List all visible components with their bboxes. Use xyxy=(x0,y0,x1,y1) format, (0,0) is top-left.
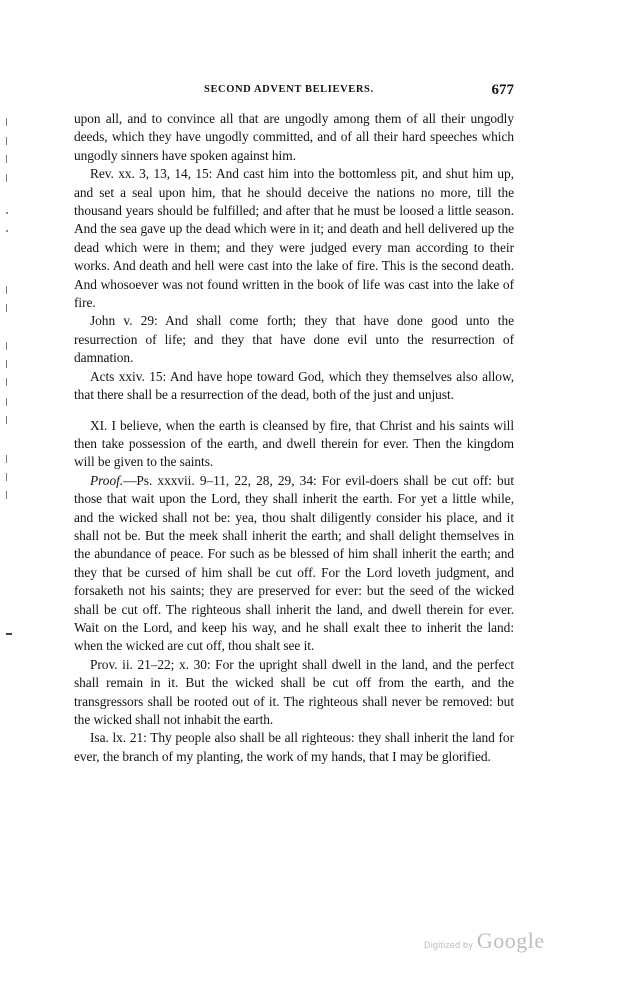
page-number: 677 xyxy=(491,82,514,98)
scripture-reference: Prov. ii. 21–22; x. 30: xyxy=(90,656,211,672)
margin-mark xyxy=(6,342,7,350)
running-title: SECOND ADVENT BELIEVERS. xyxy=(204,84,374,95)
margin-mark xyxy=(6,155,7,163)
scripture-reference: Rev. xx. 3, 13, 14, 15: xyxy=(90,166,213,182)
margin-mark xyxy=(6,212,8,214)
paragraph-text: Thy people also shall be all righteous: they shall inherit the land for ever, the branch of my planting, the work of my hands, that I may be glorified. xyxy=(74,730,514,764)
watermark-prefix: Digitized by xyxy=(424,940,473,950)
page-body xyxy=(74,110,514,766)
margin-mark xyxy=(6,304,7,312)
margin-mark xyxy=(6,398,7,406)
paragraph-text: XI. I believe, when the earth is cleansed by fire, that Christ and his saints will then take possession of the earth, and dwell therein for ever. Then the kingdom will be given to the saints. xyxy=(74,417,514,470)
margin-mark xyxy=(6,174,7,182)
paragraph xyxy=(74,729,514,766)
paragraph-text: For the upright shall dwell in the land, and the perfect shall remain in it. But the wicked shall be cut off from the earth, and the transgressors shall be rooted out of it. The righteous shall never be removed: but the wicked shall not inhabit the earth. xyxy=(74,656,514,727)
proof-label: Proof. xyxy=(90,472,124,488)
margin-mark xyxy=(6,416,7,424)
margin-mark xyxy=(6,633,12,635)
paragraph xyxy=(74,110,514,165)
paragraph-text: —Ps. xxxvii. 9–11, 22, 28, 29, 34: For evil-doers shall be cut off: but those that wait upon the Lord, they shall inherit the earth. For yet a little while, and the wicked shall not be: yea, thou shalt diligently consider his place, and it shall not be. But the meek shall inherit the earth; and shall delight themselves in the abundance of peace. For such as be blessed of him shall inherit the earth; and they that be cursed of him shall be cut off. For the Lord loveth judgment, and forsaketh not his saints; they are preserved for ever: but the seed of the wicked shall be cut off. The righteous shall inherit the land, and dwell therein for ever. Wait on the Lord, and keep his way, and he shall exalt thee to inherit the land: when the wicked are cut off, thou shalt see it. xyxy=(74,472,514,654)
paragraph xyxy=(74,368,514,405)
margin-mark xyxy=(6,491,7,499)
margin-mark xyxy=(6,118,7,126)
paragraph xyxy=(74,165,514,312)
paragraph xyxy=(74,472,514,656)
paragraph xyxy=(74,656,514,730)
paragraph-text: And shall come forth; they that have done good unto the resurrection of life; and they that have done evil unto the resurrection of damnation. xyxy=(74,313,514,366)
article-paragraph xyxy=(74,417,514,472)
scripture-reference: John v. 29: xyxy=(90,313,158,329)
margin-mark xyxy=(6,137,7,145)
paragraph-text: And cast him into the bottomless pit, and shut him up, and set a seal upon him, that he should deceive the nations no more, till the thousand years should be fulfilled; and after that he must be loosed a little season. And the sea gave up the dead which were in it; and death and hell delivered up the dead which were in them; and they were judged every man according to their works. And death and hell were cast into the lake of fire. This is the second death. And whosoever was not found written in the book of life was cast into the lake of fire. xyxy=(74,166,514,311)
google-watermark xyxy=(424,928,545,954)
google-logo: Google xyxy=(476,928,545,953)
page-header xyxy=(74,84,514,106)
paragraph-text: And have hope toward God, which they themselves also allow, that there shall be a resurrection of the dead, both of the just and unjust. xyxy=(74,368,514,403)
paragraph xyxy=(74,312,514,367)
scripture-reference: Acts xxiv. 15: xyxy=(90,368,167,384)
margin-marks xyxy=(6,0,16,993)
margin-mark xyxy=(6,230,8,232)
margin-mark xyxy=(6,455,7,463)
scripture-reference: Isa. lx. 21: xyxy=(90,730,147,746)
margin-mark xyxy=(6,378,7,386)
margin-mark xyxy=(6,360,7,368)
paragraph-text: upon all, and to convince all that are ungodly among them of all their ungodly deeds, which they have ungodly committed, and of all their hard speeches which ungodly sinners have spoken against him. xyxy=(74,111,514,163)
margin-mark xyxy=(6,473,7,481)
margin-mark xyxy=(6,286,7,294)
